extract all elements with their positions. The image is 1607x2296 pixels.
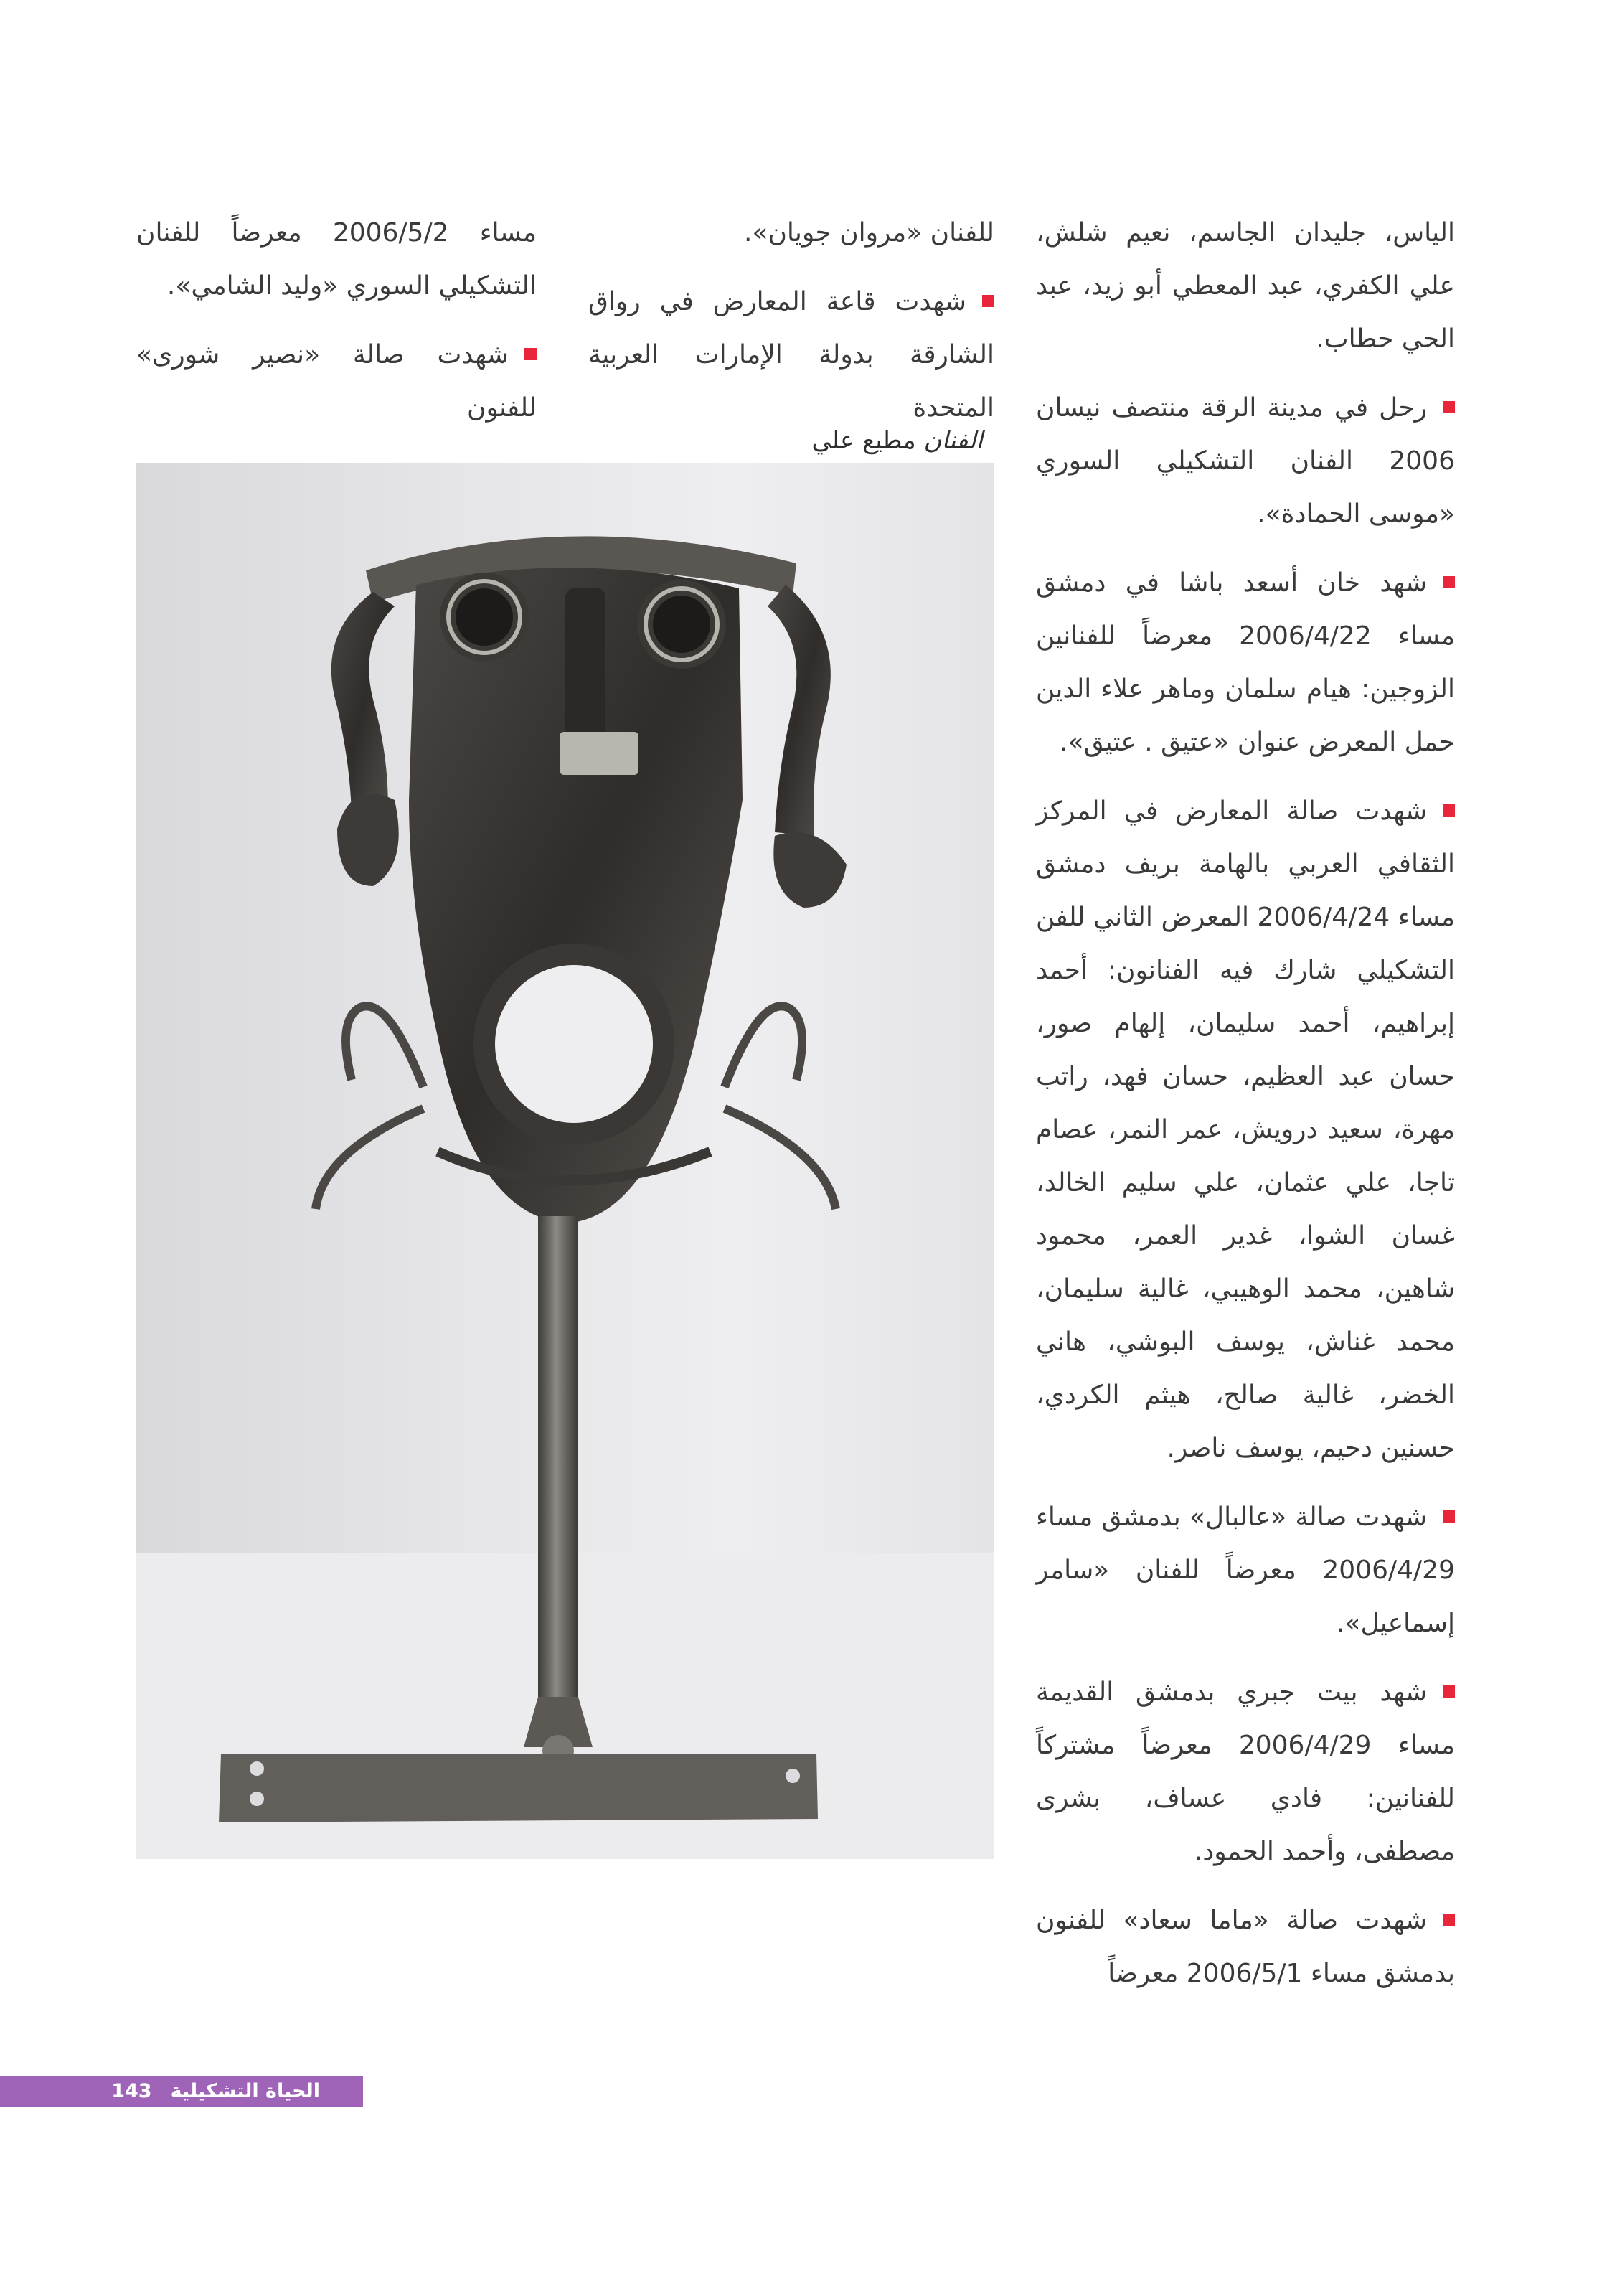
- bullet-square-icon: [1443, 1914, 1455, 1926]
- caption-artist-name: مطيع علي: [811, 426, 916, 455]
- bullet-square-icon: [1443, 1685, 1455, 1698]
- paragraph: للفنان «مروان جويان».: [744, 218, 994, 248]
- photo-caption: [646, 425, 983, 456]
- news-item: شهدت صالة المعارض في المركز الثقافي العربي بالهامة بريف دمشق مساء 2006/4/24 المعرض الثاني للفن التشكيلي شارك فيه الفنانون: أحمد إبراهيم، أحمد سليمان، إلهام صور، حسان عبد العظيم، حسان فهد، راتب مهرة، سعيد درويش، عمر النمر، عصام تاجا، علي عثمان، علي سليم الخالد، غسان الشوا، غدير العمر، محمود شاهين، محمد الوهيبي، غالية سليمان، محمد غناش، يوسف البوشي، هاني الخضر، غالية صالح، هيثم الكردي، حسنين دحيم، يوسف ناصر.: [1036, 796, 1455, 1463]
- news-item: شهدت قاعة المعارض في رواق الشارقة بدولة الإمارات العربية المتحدة: [588, 287, 994, 423]
- news-item: شهد بيت جبري بدمشق القديمة مساء 2006/4/29 معرضاً مشتركاً للفنانين: فادي عساف، بشرى مصطفى، وأحمد الحمود.: [1036, 1678, 1455, 1866]
- metal-face-sculpture-illustration: [136, 463, 994, 1859]
- bullet-square-icon: [1443, 401, 1455, 413]
- page-number: 143: [111, 2080, 152, 2102]
- news-item: رحل في مدينة الرقة منتصف نيسان 2006 الفنان التشكيلي السوري «موسى الحمادة».: [1036, 393, 1455, 529]
- text-column-left: [136, 207, 537, 451]
- news-item: شهد خان أسعد باشا في دمشق مساء 2006/4/22 معرضاً للفنانين الزوجين: هيام سلمان وماهر علاء الدين حمل المعرض عنوان «عتيق . عتيق».: [1036, 568, 1455, 757]
- bullet-square-icon: [1443, 576, 1455, 588]
- magazine-name: الحياة التشكيلية: [170, 2080, 320, 2102]
- text-column-middle: [588, 207, 994, 451]
- news-item: شهدت صالة «عالبال» بدمشق مساء 2006/4/29 معرضاً للفنان «سامر إسماعيل».: [1036, 1502, 1455, 1638]
- news-item: شهدت صالة «ماما سعاد» للفنون بدمشق مساء 2006/5/1 معرضاً: [1036, 1906, 1455, 1988]
- bullet-square-icon: [1443, 804, 1455, 817]
- paragraph: مساء 2006/5/2 معرضاً للفنان التشكيلي السوري «وليد الشامي».: [136, 218, 537, 301]
- bullet-square-icon: [1443, 1510, 1455, 1523]
- caption-prefix: الفنان: [923, 426, 983, 455]
- news-item: شهدت صالة «نصير شورى» للفنون: [136, 340, 537, 423]
- footer-bar: [0, 2076, 363, 2107]
- bullet-square-icon: [524, 348, 537, 360]
- text-column-right: [1036, 207, 1455, 2016]
- sculpture-photo: [136, 463, 994, 1859]
- bullet-square-icon: [982, 295, 994, 307]
- paragraph: الياس، جليدان الجاسم، نعيم شلش، علي الكفري، عبد المعطي أبو زيد، عبد الحي حطاب.: [1036, 218, 1455, 354]
